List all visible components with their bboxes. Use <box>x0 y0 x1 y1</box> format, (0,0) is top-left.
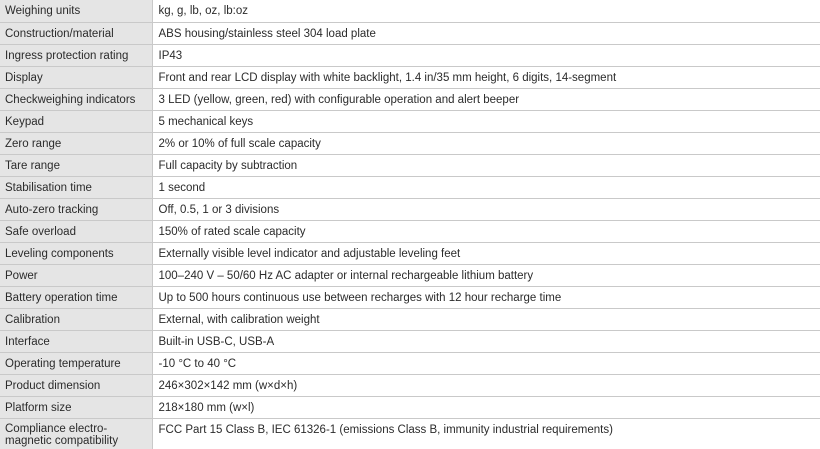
spec-label: Battery operation time <box>0 286 152 308</box>
spec-label: Display <box>0 66 152 88</box>
spec-value: FCC Part 15 Class B, IEC 61326-1 (emissions Class B, immunity industrial requirements) <box>152 418 820 449</box>
spec-row-calibration <box>0 308 820 330</box>
spec-row-product-dimension <box>0 374 820 396</box>
spec-value: 5 mechanical keys <box>152 110 820 132</box>
spec-value: Front and rear LCD display with white backlight, 1.4 in/35 mm height, 6 digits, 14-segment <box>152 66 820 88</box>
spec-value: 3 LED (yellow, green, red) with configurable operation and alert beeper <box>152 88 820 110</box>
spec-row-stabilisation <box>0 176 820 198</box>
spec-value: kg, g, lb, oz, lb:oz <box>152 0 820 22</box>
spec-value: 150% of rated scale capacity <box>152 220 820 242</box>
spec-label: Checkweighing indicators <box>0 88 152 110</box>
spec-value: 1 second <box>152 176 820 198</box>
spec-row-ingress-protection <box>0 44 820 66</box>
spec-label: Calibration <box>0 308 152 330</box>
spec-label: Weighing units <box>0 0 152 22</box>
spec-value: ABS housing/stainless steel 304 load plate <box>152 22 820 44</box>
spec-value: IP43 <box>152 44 820 66</box>
spec-label: Zero range <box>0 132 152 154</box>
spec-value: Off, 0.5, 1 or 3 divisions <box>152 198 820 220</box>
spec-label: Safe overload <box>0 220 152 242</box>
spec-label: Stabilisation time <box>0 176 152 198</box>
spec-row-battery <box>0 286 820 308</box>
spec-value: 218×180 mm (w×l) <box>152 396 820 418</box>
spec-label: Platform size <box>0 396 152 418</box>
spec-value: 100–240 V – 50/60 Hz AC adapter or internal rechargeable lithium battery <box>152 264 820 286</box>
spec-row-auto-zero <box>0 198 820 220</box>
spec-value: Full capacity by subtraction <box>152 154 820 176</box>
spec-row-construction <box>0 22 820 44</box>
spec-label: Keypad <box>0 110 152 132</box>
spec-label: Operating temperature <box>0 352 152 374</box>
spec-row-operating-temperature <box>0 352 820 374</box>
spec-label: Interface <box>0 330 152 352</box>
spec-label: Leveling components <box>0 242 152 264</box>
spec-row-leveling <box>0 242 820 264</box>
spec-row-display <box>0 66 820 88</box>
spec-row-power <box>0 264 820 286</box>
spec-label: Ingress protection rating <box>0 44 152 66</box>
spec-label: Compliance electro-magnetic compatibility <box>0 418 152 449</box>
spec-row-compliance-emc <box>0 418 820 449</box>
spec-label: Tare range <box>0 154 152 176</box>
spec-value: Up to 500 hours continuous use between recharges with 12 hour recharge time <box>152 286 820 308</box>
spec-row-platform-size <box>0 396 820 418</box>
spec-row-tare-range <box>0 154 820 176</box>
spec-value: -10 °C to 40 °C <box>152 352 820 374</box>
spec-row-weighing-units <box>0 0 820 22</box>
spec-value: Externally visible level indicator and adjustable leveling feet <box>152 242 820 264</box>
spec-row-keypad <box>0 110 820 132</box>
spec-row-interface <box>0 330 820 352</box>
spec-label: Construction/material <box>0 22 152 44</box>
spec-value: External, with calibration weight <box>152 308 820 330</box>
spec-row-checkweighing <box>0 88 820 110</box>
spec-value: 246×302×142 mm (w×d×h) <box>152 374 820 396</box>
spec-label: Product dimension <box>0 374 152 396</box>
spec-value: Built-in USB-C, USB-A <box>152 330 820 352</box>
spec-value: 2% or 10% of full scale capacity <box>152 132 820 154</box>
spec-row-safe-overload <box>0 220 820 242</box>
spec-label: Power <box>0 264 152 286</box>
spec-row-zero-range <box>0 132 820 154</box>
spec-label: Auto-zero tracking <box>0 198 152 220</box>
